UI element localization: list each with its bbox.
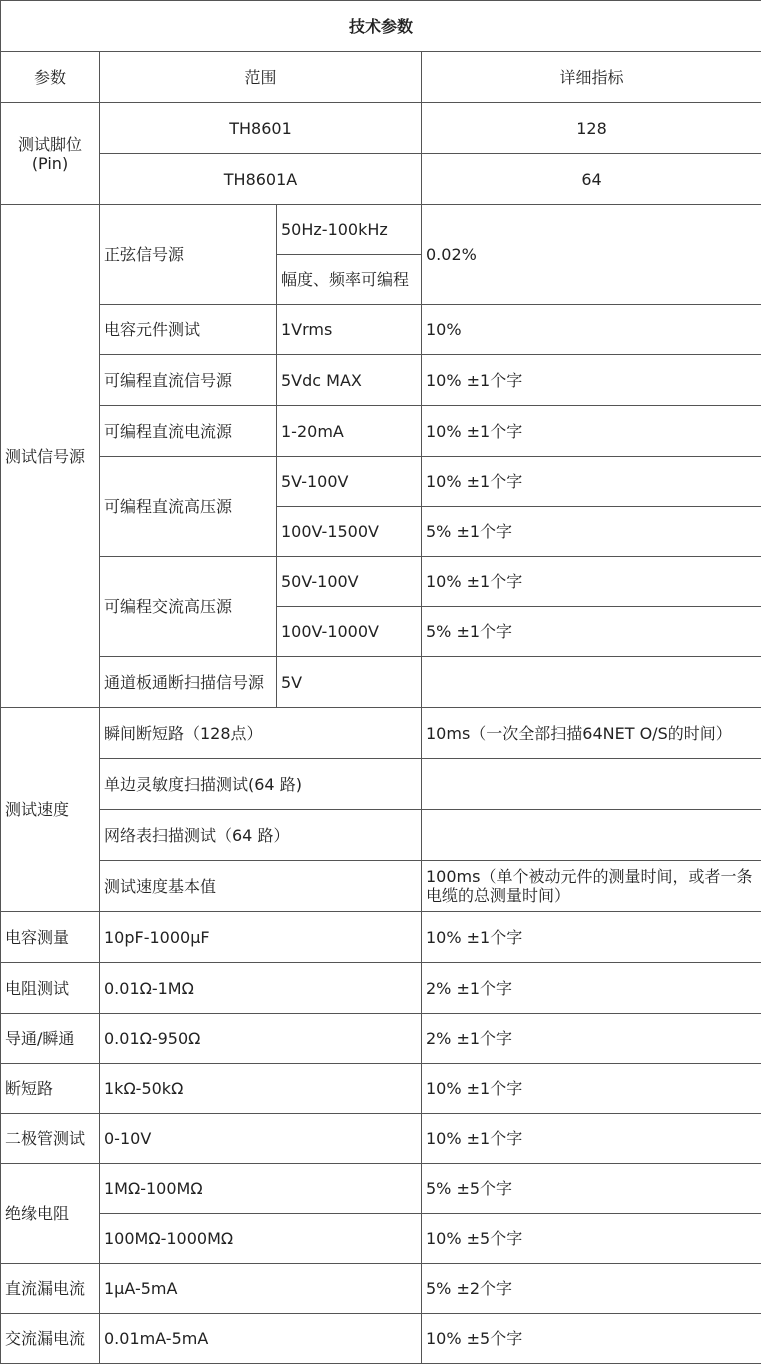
signal-label: 测试信号源 — [1, 205, 100, 708]
sine-detail: 0.02% — [422, 205, 761, 305]
ins-detail-2: 10% ±5个字 — [422, 1214, 761, 1264]
header-range: 范围 — [100, 52, 422, 103]
dcl-detail: 5% ±2个字 — [422, 1264, 761, 1314]
pins-value: 64 — [422, 154, 761, 205]
speed-label: 测试速度 — [1, 708, 100, 912]
pins-model: TH8601A — [100, 154, 422, 205]
res-name: 电阻测试 — [1, 963, 100, 1014]
speed-name: 单边灵敏度扫描测试(64 路) — [100, 759, 422, 810]
ins-name: 绝缘电阻 — [1, 1164, 100, 1264]
cont-detail: 2% ±1个字 — [422, 1014, 761, 1064]
acl-name: 交流漏电流 — [1, 1314, 100, 1364]
cap-meas-range: 10pF-1000μF — [100, 912, 422, 963]
table-title: 技术参数 — [1, 1, 761, 52]
speed-detail — [422, 759, 761, 810]
ins-detail-1: 5% ±5个字 — [422, 1164, 761, 1214]
ins-range-1: 1MΩ-100MΩ — [100, 1164, 422, 1214]
pins-label: 测试脚位 (Pin) — [1, 103, 100, 205]
dci-range: 1-20mA — [277, 406, 422, 457]
dchv-detail-1: 10% ±1个字 — [422, 457, 761, 507]
pins-model: TH8601 — [100, 103, 422, 154]
scan-range: 5V — [277, 657, 422, 708]
dci-detail: 10% ±1个字 — [422, 406, 761, 457]
cont-range: 0.01Ω-950Ω — [100, 1014, 422, 1064]
dchv-range-1: 5V-100V — [277, 457, 422, 507]
header-detail: 详细指标 — [422, 52, 761, 103]
sine-note: 幅度、频率可编程 — [277, 255, 422, 305]
header-param: 参数 — [1, 52, 100, 103]
ins-range-2: 100MΩ-1000MΩ — [100, 1214, 422, 1264]
cap-meas-detail: 10% ±1个字 — [422, 912, 761, 963]
speed-name: 测试速度基本值 — [100, 861, 422, 912]
dcv-name: 可编程直流信号源 — [100, 355, 277, 406]
speed-detail: 100ms（单个被动元件的测量时间，或者一条电缆的总测量时间） — [422, 861, 761, 912]
scan-detail — [422, 657, 761, 708]
diode-name: 二极管测试 — [1, 1114, 100, 1164]
pins-value: 128 — [422, 103, 761, 154]
achv-range-1: 50V-100V — [277, 557, 422, 607]
achv-detail-2: 5% ±1个字 — [422, 607, 761, 657]
os-range: 1kΩ-50kΩ — [100, 1064, 422, 1114]
speed-name: 网络表扫描测试（64 路） — [100, 810, 422, 861]
os-name: 断短路 — [1, 1064, 100, 1114]
dchv-name: 可编程直流高压源 — [100, 457, 277, 557]
cont-name: 导通/瞬通 — [1, 1014, 100, 1064]
cap-test-name: 电容元件测试 — [100, 305, 277, 355]
acl-detail: 10% ±5个字 — [422, 1314, 761, 1364]
cap-test-range: 1Vrms — [277, 305, 422, 355]
scan-name: 通道板通断扫描信号源 — [100, 657, 277, 708]
dcl-range: 1μA-5mA — [100, 1264, 422, 1314]
achv-name: 可编程交流高压源 — [100, 557, 277, 657]
acl-range: 0.01mA-5mA — [100, 1314, 422, 1364]
speed-detail — [422, 810, 761, 861]
os-detail: 10% ±1个字 — [422, 1064, 761, 1114]
dchv-detail-2: 5% ±1个字 — [422, 507, 761, 557]
dcv-detail: 10% ±1个字 — [422, 355, 761, 406]
achv-range-2: 100V-1000V — [277, 607, 422, 657]
sine-name: 正弦信号源 — [100, 205, 277, 305]
dcv-range: 5Vdc MAX — [277, 355, 422, 406]
dchv-range-2: 100V-1500V — [277, 507, 422, 557]
sine-range: 50Hz-100kHz — [277, 205, 422, 255]
res-detail: 2% ±1个字 — [422, 963, 761, 1014]
achv-detail-1: 10% ±1个字 — [422, 557, 761, 607]
cap-test-detail: 10% — [422, 305, 761, 355]
diode-range: 0-10V — [100, 1114, 422, 1164]
speed-name: 瞬间断短路（128点） — [100, 708, 422, 759]
speed-detail: 10ms（一次全部扫描64NET O/S的时间） — [422, 708, 761, 759]
res-range: 0.01Ω-1MΩ — [100, 963, 422, 1014]
diode-detail: 10% ±1个字 — [422, 1114, 761, 1164]
cap-meas-name: 电容测量 — [1, 912, 100, 963]
dcl-name: 直流漏电流 — [1, 1264, 100, 1314]
dci-name: 可编程直流电流源 — [100, 406, 277, 457]
